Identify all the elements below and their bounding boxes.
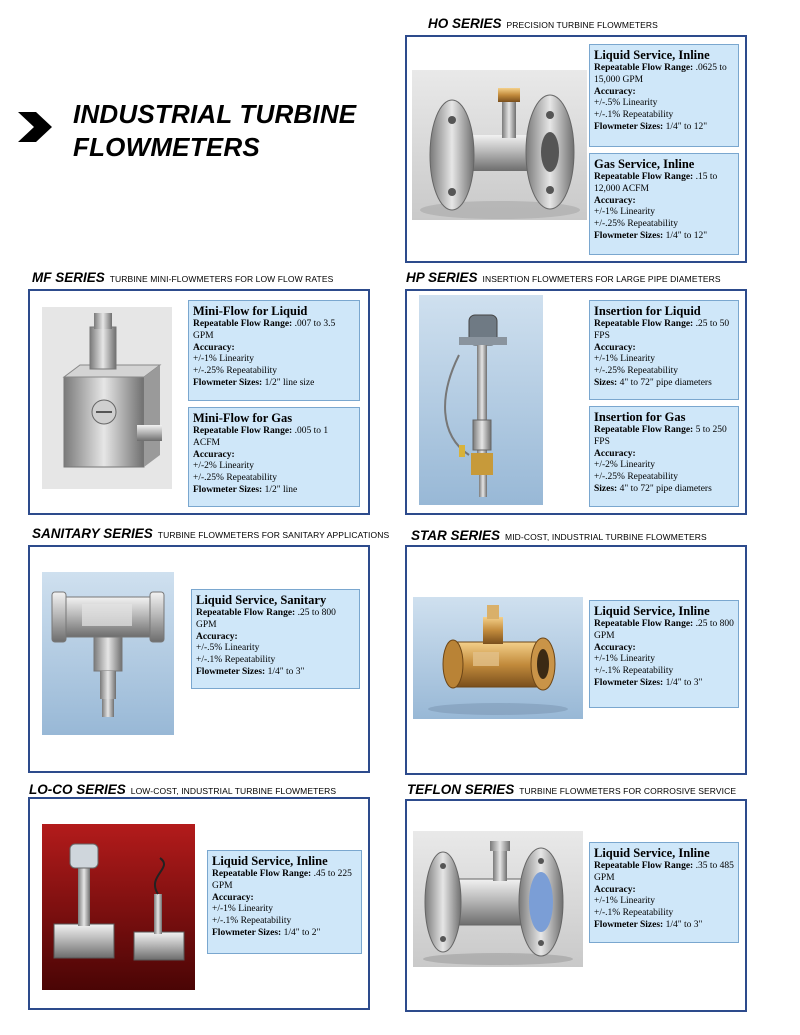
teflon-series-panel [405,799,747,1012]
repeatability-value: +/-.1% Repeatability [196,655,276,666]
linearity-value: +/-1% Linearity [212,904,274,915]
info-heading: Mini-Flow for Liquid [193,304,308,318]
teflon-series-heading [407,783,736,798]
series-name: HO SERIES [428,16,502,31]
sizes-label: Flowmeter Sizes: [196,666,266,677]
range-label: Repeatable Flow Range: [193,426,293,436]
sizes-label: Flowmeter Sizes: [193,377,263,388]
range-label: Repeatable Flow Range: [594,319,694,329]
repeatability-value: +/-.1% Repeatability [594,666,674,677]
sizes-value: 1/2" line size [264,377,315,388]
sizes-label: Flowmeter Sizes: [212,927,282,938]
mf-series-panel [28,289,370,515]
info-heading: Insertion for Gas [594,410,686,424]
series-name: LO-CO SERIES [29,782,126,797]
teflon-liquid-info-box [589,842,739,943]
range-value: .0625 to 15,000 GPM [594,63,727,85]
mf-flowmeter-photo [42,307,172,489]
mf-series-heading [32,271,333,286]
accuracy-label: Accuracy: [594,448,636,459]
range-value: .25 to 50 FPS [594,319,730,341]
accuracy-label: Accuracy: [193,449,235,460]
linearity-value: +/-2% Linearity [594,460,656,471]
sanitary-series-heading [32,527,389,542]
ho-flowmeter-photo [412,70,587,220]
linearity-value: +/-1% Linearity [594,354,656,365]
page-title: INDUSTRIAL TURBINE FLOWMETERS [73,99,357,162]
repeatability-value: +/-.1% Repeatability [212,916,292,927]
mf-liquid-info-box [188,300,360,401]
info-heading: Mini-Flow for Gas [193,411,293,425]
range-label: Repeatable Flow Range: [196,608,296,618]
hp-liquid-info-box [589,300,739,400]
repeatability-value: +/-.1% Repeatability [594,110,674,121]
sizes-value: 1/4" to 12" [665,121,708,132]
linearity-value: +/-2% Linearity [193,461,255,472]
sizes-value: 4" to 72" pipe diameters [619,377,712,388]
series-subtitle: TURBINE FLOWMETERS FOR CORROSIVE SERVICE [519,786,737,796]
series-subtitle: LOW-COST, INDUSTRIAL TURBINE FLOWMETERS [130,786,337,796]
hp-series-heading [406,271,721,286]
sizes-value: 4" to 72" pipe diameters [619,483,712,494]
sizes-label: Flowmeter Sizes: [594,677,664,688]
sizes-label: Flowmeter Sizes: [594,919,664,930]
range-value: .005 to 1 ACFM [193,426,329,448]
sizes-value: 1/4" to 3" [665,919,703,930]
chevron-right-icon [18,112,52,142]
teflon-flowmeter-photo [413,831,583,967]
loco-series-heading [29,783,336,798]
hp-gas-info-box [589,406,739,507]
info-heading: Liquid Service, Sanitary [196,593,327,607]
accuracy-label: Accuracy: [594,884,636,895]
range-value: .25 to 800 GPM [196,608,336,630]
star-series-panel [405,545,747,775]
linearity-value: +/-1% Linearity [594,654,656,665]
info-heading: Liquid Service, Inline [594,604,710,618]
range-label: Repeatable Flow Range: [594,861,694,871]
sizes-value: 1/4" to 3" [267,666,305,677]
sanitary-flowmeter-photo [42,572,174,735]
sizes-label: Flowmeter Sizes: [594,121,664,132]
sizes-value: 1/4" to 3" [665,677,703,688]
range-value: 5 to 250 FPS [594,425,727,447]
series-subtitle: INSERTION FLOWMETERS FOR LARGE PIPE DIAMETERS [482,274,721,284]
repeatability-value: +/-.25% Repeatability [193,366,277,377]
info-heading: Gas Service, Inline [594,157,695,171]
sanitary-series-panel [28,545,370,773]
series-subtitle: TURBINE FLOWMETERS FOR SANITARY APPLICATIONS [157,530,390,540]
linearity-value: +/-1% Linearity [594,207,656,218]
sizes-label: Sizes: [594,483,618,494]
range-value: .35 to 485 GPM [594,861,734,883]
repeatability-value: +/-.25% Repeatability [193,473,277,484]
hp-series-panel [405,289,747,515]
range-value: .007 to 3.5 GPM [193,319,336,341]
series-name: STAR SERIES [411,528,501,543]
linearity-value: +/-1% Linearity [594,896,656,907]
star-liquid-info-box [589,600,739,708]
star-series-heading [411,529,707,544]
accuracy-label: Accuracy: [594,642,636,653]
range-value: .25 to 800 GPM [594,619,734,641]
repeatability-value: +/-.25% Repeatability [594,472,678,483]
sizes-label: Flowmeter Sizes: [193,484,263,495]
linearity-value: +/-.5% Linearity [594,98,658,109]
accuracy-label: Accuracy: [196,631,238,642]
ho-gas-info-box [589,153,739,255]
range-value: .45 to 225 GPM [212,869,352,891]
series-name: SANITARY SERIES [32,526,153,541]
range-label: Repeatable Flow Range: [193,319,293,329]
sizes-value: 1/4" to 12" [665,230,708,241]
loco-series-panel [28,797,370,1010]
series-subtitle: TURBINE MINI-FLOWMETERS FOR LOW FLOW RATES [109,274,334,284]
range-label: Repeatable Flow Range: [594,63,694,73]
loco-flowmeter-photo [42,824,195,990]
info-heading: Insertion for Liquid [594,304,701,318]
repeatability-value: +/-.25% Repeatability [594,366,678,377]
range-label: Repeatable Flow Range: [594,425,694,435]
range-label: Repeatable Flow Range: [594,172,694,182]
info-heading: Liquid Service, Inline [594,48,710,62]
info-heading: Liquid Service, Inline [212,854,328,868]
series-name: HP SERIES [406,270,478,285]
series-name: MF SERIES [32,270,105,285]
repeatability-value: +/-.25% Repeatability [594,219,678,230]
ho-series-heading [428,17,658,32]
accuracy-label: Accuracy: [193,342,235,353]
ho-liquid-info-box [589,44,739,147]
range-value: .15 to 12,000 ACFM [594,172,718,194]
ho-series-panel [405,35,747,263]
mf-gas-info-box [188,407,360,507]
accuracy-label: Accuracy: [212,892,254,903]
range-label: Repeatable Flow Range: [212,869,312,879]
series-subtitle: PRECISION TURBINE FLOWMETERS [506,20,658,30]
sizes-label: Flowmeter Sizes: [594,230,664,241]
sizes-value: 1/2" line [264,484,298,495]
range-label: Repeatable Flow Range: [594,619,694,629]
info-heading: Liquid Service, Inline [594,846,710,860]
linearity-value: +/-1% Linearity [193,354,255,365]
accuracy-label: Accuracy: [594,195,636,206]
series-name: TEFLON SERIES [407,782,515,797]
repeatability-value: +/-.1% Repeatability [594,908,674,919]
star-flowmeter-photo [413,597,583,719]
accuracy-label: Accuracy: [594,342,636,353]
hp-flowmeter-photo [419,295,543,505]
series-subtitle: MID-COST, INDUSTRIAL TURBINE FLOWMETERS [505,532,707,542]
loco-liquid-info-box [207,850,362,954]
sizes-value: 1/4" to 2" [283,927,321,938]
sanitary-liquid-info-box [191,589,360,689]
linearity-value: +/-.5% Linearity [196,643,260,654]
accuracy-label: Accuracy: [594,86,636,97]
sizes-label: Sizes: [594,377,618,388]
